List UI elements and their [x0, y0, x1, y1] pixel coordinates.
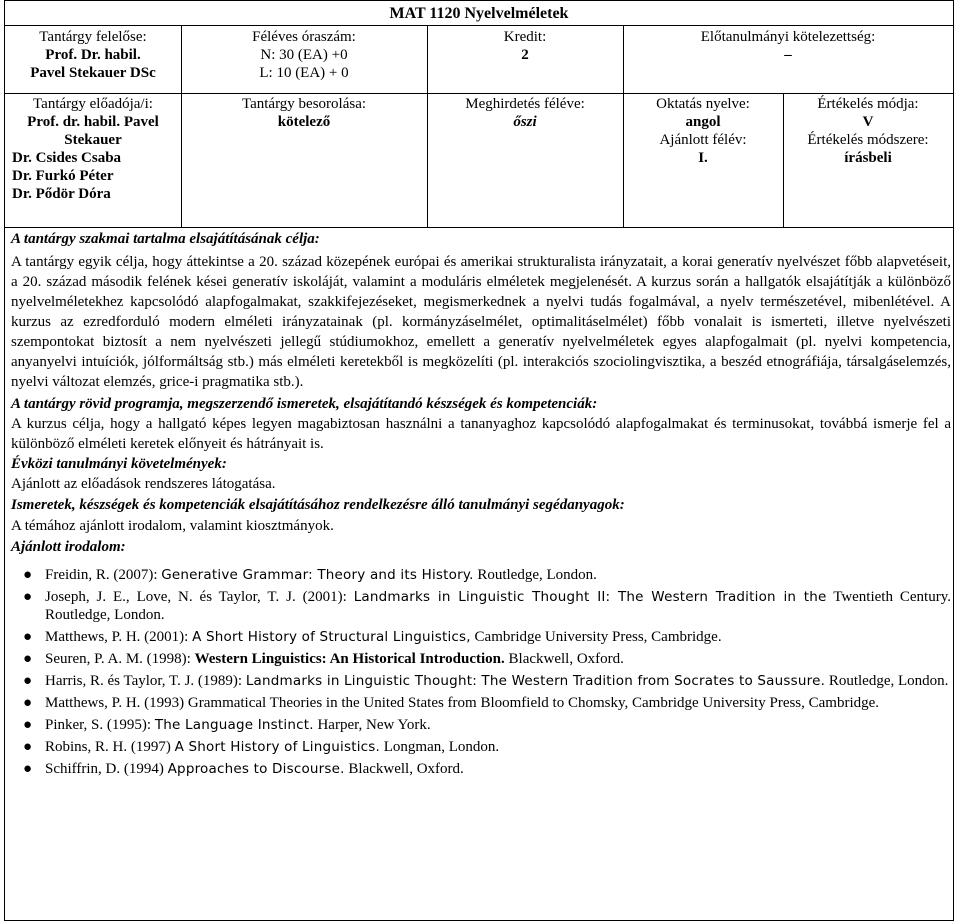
eval-method-value: írásbeli: [844, 150, 892, 166]
reference-publisher: Cambridge University Press, Cambridge.: [470, 629, 722, 645]
responsible-name: Prof. Dr. habil. Pavel Stekauer DSc: [30, 47, 156, 81]
literature-heading: Ajánlott irodalom:: [11, 539, 126, 555]
credit-value: 2: [521, 47, 529, 63]
grid-line: [5, 227, 953, 228]
reference-publisher: Routledge, London.: [473, 567, 597, 583]
reference-item: [11, 738, 951, 756]
reference-author: Freidin, R. (2007):: [45, 567, 162, 583]
reference-author: Matthews, P. H. (1993) Grammatical Theories in the United States from Bloomfield to Chomsky, Cambridge University Press, Cambridge.: [45, 695, 880, 711]
lecturers-cell: [5, 95, 181, 113]
classification-value: kötelező: [277, 114, 331, 130]
reference-item: [11, 672, 951, 690]
bullet-icon: ●: [23, 673, 33, 689]
reference-item: [11, 628, 951, 646]
reference-author: Pinker, S. (1995):: [45, 717, 155, 733]
requirements-text: Ajánlott az előadások rendszeres látogatása.: [11, 476, 276, 492]
reference-author: Matthews, P. H. (2001):: [45, 629, 193, 645]
lecturer-name: Dr. Furkó Péter: [12, 168, 114, 184]
reference-title: A Short History of Linguistics.: [174, 739, 380, 755]
reference-title: The Language Instinct.: [154, 717, 314, 733]
bullet-icon: ●: [23, 589, 33, 605]
rec-semester-value: I.: [698, 150, 708, 166]
goal-heading: A tantárgy szakmai tartalma elsajátításának célja:: [11, 231, 320, 247]
hours-n: N: 30 (EA) +0: [260, 47, 348, 63]
program-text: A kurzus célja, hogy a hallgató képes legyen magabiztosan használni a tananyaghoz kapcsolódó alapfogalmakat és terminusokat, továbbá ismerje fel a különböző elméleti keretek előnyeit és hátrányait is.: [11, 416, 951, 452]
bullet-icon: ●: [23, 761, 33, 777]
reference-author: Schiffrin, D. (1994): [45, 761, 168, 777]
reference-author: Harris, R. és Taylor, T. J. (1989):: [45, 673, 246, 689]
reference-author: Robins, R. H. (1997): [45, 739, 175, 755]
bullet-icon: ●: [23, 695, 33, 711]
prereq-label: Előtanulmányi kötelezettség:: [700, 29, 876, 45]
eval-mode-value: V: [862, 114, 874, 130]
lecturer-name: Dr. Csides Csaba: [12, 150, 122, 166]
grid-line: [181, 93, 427, 94]
lecturer-name: Prof. dr. habil. Pavel Stekauer: [27, 114, 159, 148]
reference-item: [11, 588, 951, 624]
classification-cell: [181, 95, 427, 131]
rec-semester-label: Ajánlott félév:: [659, 132, 747, 148]
semester-cell: [427, 95, 623, 131]
semester-value: őszi: [513, 114, 537, 130]
hours-cell: [181, 28, 427, 82]
semester-label: Meghirdetés féléve:: [465, 96, 585, 112]
reference-title: Generative Grammar: Theory and its History.: [161, 567, 474, 583]
reference-title: Landmarks in Linguistic Thought II: The Western Tradition in the: [353, 589, 827, 605]
grid-line: [5, 93, 181, 94]
course-title: MAT 1120 Nyelvelméletek: [389, 5, 569, 22]
prereq-value: –: [784, 47, 792, 63]
bullet-icon: ●: [23, 739, 33, 755]
lecturer-name: Dr. Pődör Dóra: [12, 186, 111, 202]
reference-title: A Short History of Structural Linguistics,: [192, 629, 471, 645]
reference-publisher: Blackwell, Oxford.: [504, 651, 624, 667]
requirements-heading: Évközi tanulmányi követelmények:: [11, 456, 227, 472]
prereq-cell: [623, 28, 953, 64]
reference-publisher: Blackwell, Oxford.: [344, 761, 464, 777]
language-label: Oktatás nyelve:: [656, 96, 750, 112]
reference-item: [11, 566, 951, 584]
reference-author: Seuren, P. A. M. (1998):: [45, 651, 195, 667]
bullet-icon: ●: [23, 717, 33, 733]
reference-list: [11, 566, 951, 778]
course-body: [11, 230, 951, 782]
eval-mode-label: Értékelés módja:: [817, 96, 919, 112]
materials-text: A témához ajánlott irodalom, valamint kiosztmányok.: [11, 518, 334, 534]
credit-cell: [427, 28, 623, 64]
reference-publisher: Longman, London.: [380, 739, 500, 755]
grid-line: [427, 93, 953, 94]
course-sheet: [4, 0, 954, 921]
hours-l: L: 10 (EA) + 0: [259, 65, 349, 81]
reference-title: Landmarks in Linguistic Thought: The Western Tradition from Socrates to Saussure.: [245, 673, 826, 689]
reference-publisher: Routledge, London.: [825, 673, 949, 689]
reference-author: Joseph, J. E., Love, N. és Taylor, T. J. (2001):: [45, 589, 354, 605]
reference-publisher: Harper, New York.: [313, 717, 431, 733]
reference-item: [11, 694, 951, 712]
classification-label: Tantárgy besorolása:: [241, 96, 367, 112]
reference-item: [11, 760, 951, 778]
lecturers-label: Tantárgy előadója/i:: [33, 96, 153, 112]
grid-line: [5, 25, 953, 26]
reference-item: [11, 650, 951, 668]
goal-text: A tantárgy egyik célja, hogy áttekintse a 20. század közepének európai és amerikai strukturalista irányzatait, a korai generatív nyelvészet főbb alapvetéseit, a 20. század második felének kései generatív iskoláját, valamint a moduláris elméletek megjelenését. A kurzus során a hallgatók elsajátítják a különböző nyelvelméletekhez kapcsolódó alapfogalmakat, szakkifejezéseket, megismerkednek a nyelvi tudás fogalmával, a nyelv természetével, mibenlétével. A kurzus az ezredforduló modern elméleti irányzatainak (pl. kormányzáselmélet, optimalitáselmélet) főbb vonalait is ismerteti, illetve nyelvészeti szempontokat biztosít a nem nyelvészeti jellegű stúdiumokhoz, emellett a generatív nyelvelméletek egyes alapfogalmait (pl. nyelvi kompetencia, anyanyelvi intuíciók, jólformáltság stb.) más elméleti keretekből is megközelíti (pl. interakciós szociolingvisztika, a beszéd etnográfiája, társalgáselemzés, nyelvi változat elemzés, grice-i pragmatika stb.).: [11, 254, 951, 390]
responsible-cell: [5, 28, 181, 82]
eval-method-label: Értékelés módszere:: [807, 132, 929, 148]
program-heading: A tantárgy rövid programja, megszerzendő ismeretek, elsajátítandó készségek és kompetenciák:: [11, 396, 598, 412]
language-cell: [623, 95, 783, 167]
reference-title: Approaches to Discourse.: [167, 761, 345, 777]
lecturers-list: [12, 113, 180, 203]
eval-cell: [783, 95, 953, 167]
reference-publisher: Twentieth Century. Routledge, London.: [45, 589, 951, 623]
bullet-icon: ●: [23, 567, 33, 583]
materials-heading: Ismeretek, készségek és kompetenciák elsajátításához rendelkezésre álló tanulmányi segédanyagok:: [11, 497, 625, 513]
reference-title: Western Linguistics: An Historical Introduction.: [194, 651, 505, 667]
hours-label: Féléves óraszám:: [252, 29, 356, 45]
bullet-icon: ●: [23, 629, 33, 645]
bullet-icon: ●: [23, 651, 33, 667]
language-value: angol: [685, 114, 721, 130]
reference-item: [11, 716, 951, 734]
credit-label: Kredit:: [503, 29, 547, 45]
responsible-label: Tantárgy felelőse:: [39, 29, 147, 45]
